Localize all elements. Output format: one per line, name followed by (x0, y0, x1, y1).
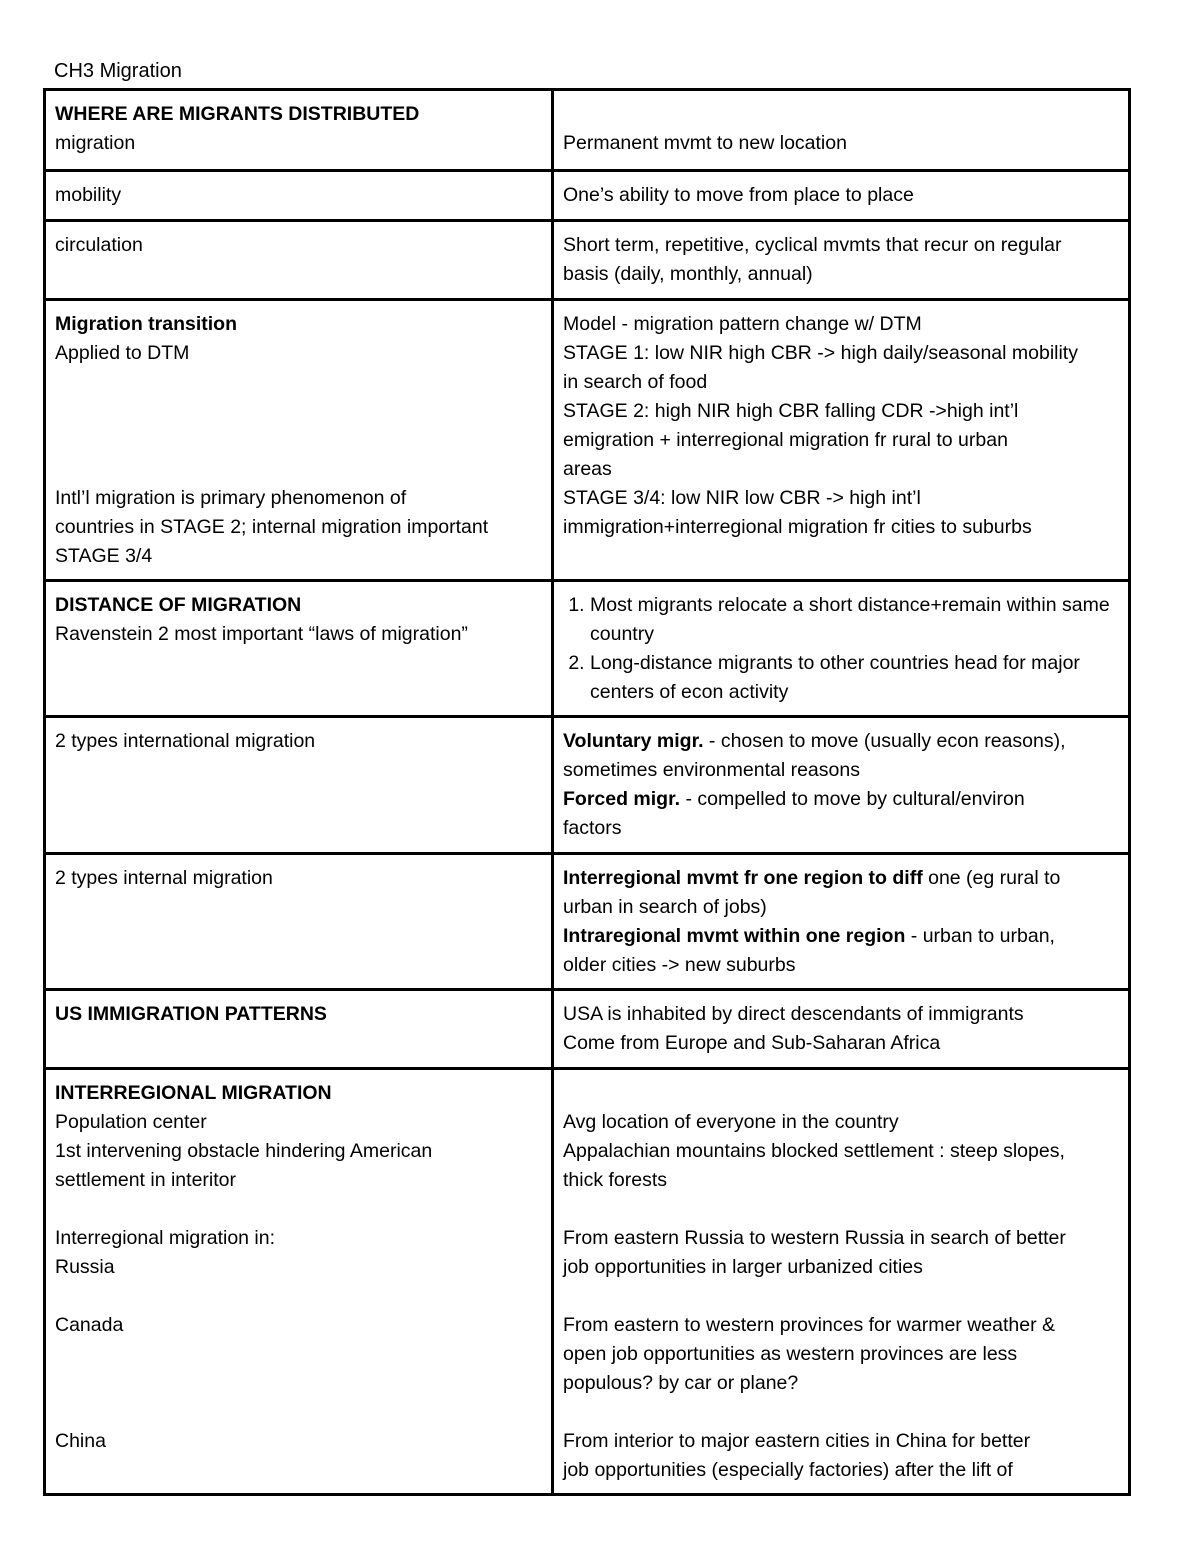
table-row (45, 90, 1130, 171)
term-text: Interregional migration in: (55, 1227, 276, 1249)
table-row (45, 300, 1130, 581)
term-text: Intl’l migration is primary phenomenon of (55, 487, 407, 509)
term-cell (45, 717, 553, 854)
term-text: Applied to DTM (55, 342, 190, 364)
definition-text: populous? by car or plane? (563, 1372, 799, 1394)
definition-cell (553, 90, 1130, 171)
definition-cell (553, 1069, 1130, 1495)
definition-text: Model - migration pattern change w/ DTM (563, 313, 922, 335)
definition-text: - compelled to move by cultural/environ (680, 788, 1025, 810)
term-cell (45, 221, 553, 300)
definition-text: emigration + interregional migration fr rural to urban (563, 429, 1008, 451)
term-cell (45, 990, 553, 1069)
interregional-term: Interregional mvmt fr one region to diff (563, 867, 923, 889)
term-text: Canada (55, 1314, 124, 1336)
term-text: migration (55, 132, 136, 154)
definition-cell (553, 300, 1130, 581)
list-item: 2. Long-distance migrants to other countries head for major centers of econ activity (590, 649, 1120, 707)
definition-cell (553, 171, 1130, 221)
definition-text: older cities -> new suburbs (563, 954, 796, 976)
definition-text: open job opportunities as western provinces are less (563, 1343, 1018, 1365)
forced-migration-term: Forced migr. (563, 788, 681, 810)
definition-text: From eastern to western provinces for warmer weather & (563, 1314, 1056, 1336)
table-row (45, 854, 1130, 990)
definition-text: thick forests (563, 1169, 668, 1191)
definition-cell (553, 990, 1130, 1069)
definition-text: - urban to urban, (905, 925, 1055, 947)
intraregional-term: Intraregional mvmt within one region (563, 925, 906, 947)
definition-text: job opportunities in larger urbanized cities (563, 1256, 923, 1278)
term-cell (45, 1069, 553, 1495)
section-heading: INTERREGIONAL MIGRATION (55, 1082, 332, 1104)
term-text: 1st intervening obstacle hindering American (55, 1140, 433, 1162)
definition-text: Short term, repetitive, cyclical mvmts that recur on regular (563, 234, 1062, 256)
list-item: 1. Most migrants relocate a short distance+remain within same country (590, 591, 1120, 649)
definition-text: USA is inhabited by direct descendants of immigrants (563, 1003, 1024, 1025)
voluntary-migration-term: Voluntary migr. (563, 730, 704, 752)
definition-text: Avg location of everyone in the country (563, 1111, 899, 1133)
section-heading: US IMMIGRATION PATTERNS (55, 1003, 327, 1025)
term-text: 2 types internal migration (55, 867, 273, 889)
table-row (45, 1069, 1130, 1495)
term-text: circulation (55, 234, 143, 256)
definition-text: urban in search of jobs) (563, 896, 767, 918)
definition-text: Permanent mvmt to new location (563, 132, 847, 154)
definition-text: areas (563, 458, 612, 480)
definition-text: From eastern Russia to western Russia in search of better (563, 1227, 1066, 1249)
term-text: Ravenstein 2 most important “laws of migration” (55, 623, 468, 645)
term-text: Population center (55, 1111, 207, 1133)
term-text: STAGE 3/4 (55, 545, 153, 567)
term-cell (45, 171, 553, 221)
section-heading: WHERE ARE MIGRANTS DISTRIBUTED (55, 103, 420, 125)
term-cell (45, 854, 553, 990)
term-text: China (55, 1430, 106, 1452)
section-heading: Migration transition (55, 313, 237, 335)
notes-table (43, 88, 1131, 1496)
definition-text: in search of food (563, 371, 708, 393)
term-text: countries in STAGE 2; internal migration important (55, 516, 489, 538)
definition-text: STAGE 1: low NIR high CBR -> high daily/seasonal mobility (563, 342, 1078, 364)
definition-text (563, 100, 1120, 129)
table-row (45, 171, 1130, 221)
table-row (45, 221, 1130, 300)
term-cell (45, 90, 553, 171)
definition-text: factors (563, 817, 622, 839)
table-row (45, 717, 1130, 854)
definition-text: immigration+interregional migration fr cities to suburbs (563, 516, 1032, 538)
definition-cell (553, 717, 1130, 854)
definition-text: STAGE 3/4: low NIR low CBR -> high int’l (563, 487, 921, 509)
definition-text: STAGE 2: high NIR high CBR falling CDR ->high int’l (563, 400, 1019, 422)
definition-text: basis (daily, monthly, annual) (563, 263, 813, 285)
term-text: 2 types international migration (55, 730, 316, 752)
term-text: mobility (55, 184, 122, 206)
definition-text: job opportunities (especially factories) after the lift of (563, 1459, 1013, 1481)
definition-cell (553, 221, 1130, 300)
term-cell (45, 581, 553, 717)
definition-text: Appalachian mountains blocked settlement : steep slopes, (563, 1140, 1065, 1162)
term-text: settlement in interitor (55, 1169, 236, 1191)
definition-text: one (eg rural to (922, 867, 1061, 889)
definition-cell (553, 581, 1130, 717)
section-heading: DISTANCE OF MIGRATION (55, 594, 302, 616)
term-cell (45, 300, 553, 581)
definition-text: One’s ability to move from place to place (563, 184, 914, 206)
definition-text: - chosen to move (usually econ reasons), (703, 730, 1066, 752)
definition-cell (553, 854, 1130, 990)
definition-text: From interior to major eastern cities in China for better (563, 1430, 1031, 1452)
table-row (45, 581, 1130, 717)
laws-list (554, 591, 1120, 707)
definition-text: sometimes environmental reasons (563, 759, 860, 781)
document-title: CH3 Migration (54, 60, 182, 82)
term-text: Russia (55, 1256, 115, 1278)
definition-text: Come from Europe and Sub-Saharan Africa (563, 1032, 941, 1054)
table-row (45, 990, 1130, 1069)
